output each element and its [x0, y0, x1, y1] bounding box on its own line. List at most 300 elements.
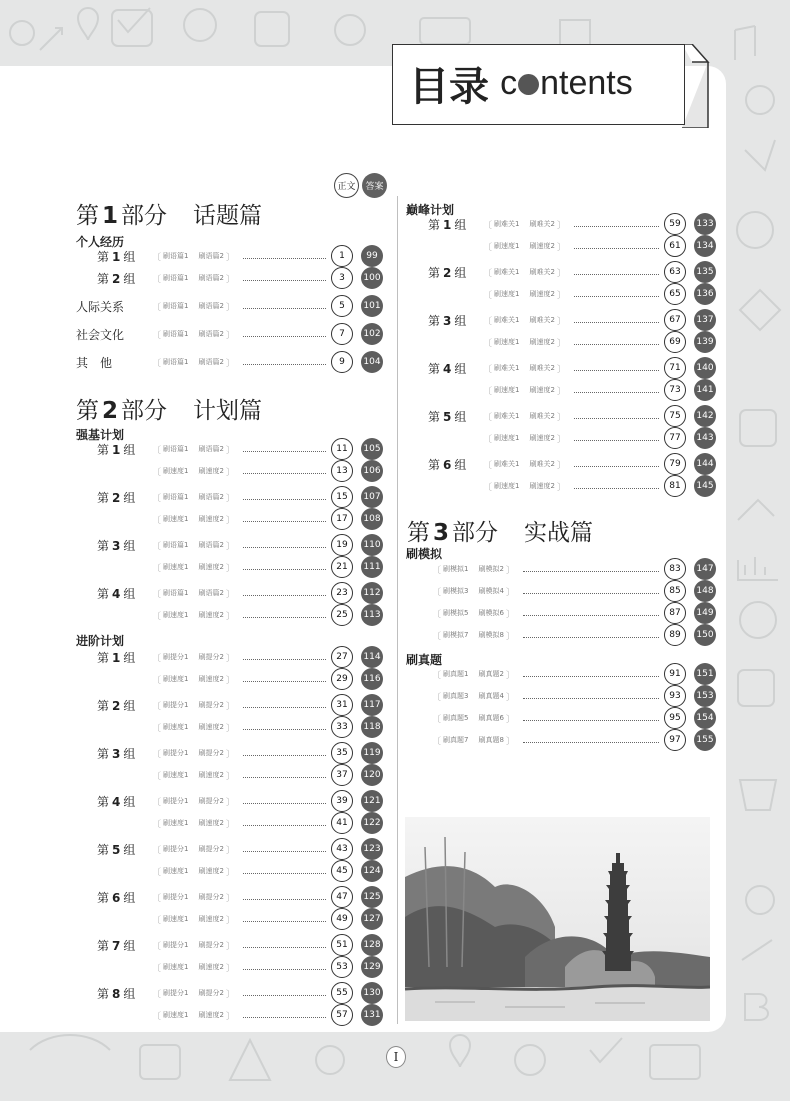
exercise-name-1: 刷速度1 [163, 963, 189, 971]
globe-doodle-icon [740, 602, 776, 638]
dot-leader [243, 947, 326, 948]
exercise-name-2: 刷速度2 [198, 1011, 224, 1019]
answer-page-number: 99 [361, 245, 383, 267]
bracket-open: 〔 [152, 274, 162, 285]
toc-entry [150, 812, 383, 834]
bracket-close: 〕 [556, 460, 566, 471]
exercise-label [430, 585, 517, 598]
group-suffix: 组 [454, 458, 467, 472]
answer-page-number: 116 [361, 668, 383, 690]
toc-title-box [392, 44, 685, 125]
bracket-close: 〕 [556, 338, 566, 349]
exercise-name-1: 刷提分1 [163, 653, 189, 661]
dot-leader [243, 873, 326, 874]
exercise-label [150, 1009, 237, 1022]
exercise-name-2: 刷语篇2 [198, 541, 224, 549]
exercise-label [150, 769, 237, 782]
group-prefix: 第 [428, 314, 441, 328]
bracket-open: 〔 [432, 587, 442, 598]
toc-entry [150, 860, 383, 882]
group-suffix: 组 [454, 362, 467, 376]
bracket-open: 〔 [483, 316, 493, 327]
group-prefix: 第 [97, 587, 110, 601]
exercise-name-1: 刷语篇1 [163, 541, 189, 549]
group-number: 6 [443, 458, 452, 472]
globe-doodle-icon [184, 9, 216, 41]
arrow-doodle-icon [742, 940, 772, 960]
exercise-label [150, 939, 237, 952]
bracket-close: 〕 [505, 670, 515, 681]
dot-leader [243, 1017, 326, 1018]
exercise-name-1: 刷提分1 [163, 797, 189, 805]
group-label [97, 489, 135, 506]
exercise-name-2: 刷提分2 [198, 797, 224, 805]
bracket-open: 〔 [152, 867, 162, 878]
dot-leader [243, 755, 326, 756]
exercise-name-2: 刷速度2 [198, 675, 224, 683]
bracket-close: 〕 [225, 358, 235, 369]
text-page-number: 93 [664, 685, 686, 707]
bracket-close: 〕 [225, 723, 235, 734]
answer-page-number: 114 [361, 646, 383, 668]
answer-page-number: 108 [361, 508, 383, 530]
text-page-number: 61 [664, 235, 686, 257]
exercise-label [481, 288, 568, 301]
page-legend [334, 173, 387, 198]
exercise-label [481, 432, 568, 445]
text-page-number: 67 [664, 309, 686, 331]
bracket-close: 〕 [225, 797, 235, 808]
exercise-name-2: 刷速度2 [529, 338, 555, 346]
toc-entry [430, 602, 716, 624]
exercise-label [481, 480, 568, 493]
group-suffix: 组 [454, 218, 467, 232]
exercise-name-1: 刷语篇1 [163, 358, 189, 366]
answer-page-number: 139 [694, 331, 716, 353]
exercise-name-1: 刷速度1 [163, 515, 189, 523]
group-suffix: 组 [123, 939, 136, 953]
bracket-close: 〕 [505, 736, 515, 747]
answer-page-number: 153 [694, 685, 716, 707]
answer-page-number: 100 [361, 267, 383, 289]
group-suffix: 组 [123, 747, 136, 761]
group-prefix: 第 [97, 699, 110, 713]
bracket-open: 〔 [483, 460, 493, 471]
legend-text-badge: 正文 [334, 173, 359, 198]
exercise-name-2: 刷速度2 [198, 515, 224, 523]
text-page-number: 81 [664, 475, 686, 497]
exercise-label [150, 356, 237, 369]
bracket-open: 〔 [152, 252, 162, 263]
dot-leader [574, 440, 659, 441]
exercise-label [430, 712, 517, 725]
group-number: 1 [112, 443, 121, 457]
text-page-number: 47 [331, 886, 353, 908]
exercise-label [430, 629, 517, 642]
dot-leader [243, 803, 326, 804]
bracket-close: 〕 [556, 220, 566, 231]
bracket-close: 〕 [556, 412, 566, 423]
exercise-label [150, 561, 237, 574]
text-page-number: 73 [664, 379, 686, 401]
toc-entry [481, 475, 716, 497]
exercise-label [150, 817, 237, 830]
rainbow-doodle-icon [30, 1035, 110, 1050]
bracket-open: 〔 [152, 653, 162, 664]
toc-entry [430, 624, 716, 646]
group-suffix: 组 [454, 266, 467, 280]
group-number: 6 [112, 891, 121, 905]
group-label [97, 793, 135, 810]
toc-entry [150, 323, 383, 345]
dot-leader [243, 569, 326, 570]
bracket-open: 〔 [152, 963, 162, 974]
text-page-number: 45 [331, 860, 353, 882]
section-suffix: 部分 [121, 203, 168, 229]
answer-page-number: 144 [694, 453, 716, 475]
bracket-open: 〔 [152, 1011, 162, 1022]
exercise-name-2: 刷提分2 [198, 941, 224, 949]
bracket-open: 〔 [483, 434, 493, 445]
exercise-label [150, 721, 237, 734]
bracket-open: 〔 [152, 675, 162, 686]
text-page-number: 85 [664, 580, 686, 602]
bracket-close: 〕 [505, 714, 515, 725]
answer-page-number: 129 [361, 956, 383, 978]
exercise-name-1: 刷模拟3 [443, 587, 469, 595]
dot-leader [243, 681, 326, 682]
exercise-name-2: 刷难关2 [529, 460, 555, 468]
dot-leader [243, 364, 326, 365]
group-number: 4 [112, 587, 121, 601]
exercise-label [430, 607, 517, 620]
bracket-close: 〕 [225, 867, 235, 878]
bracket-close: 〕 [225, 252, 235, 263]
exercise-label [150, 513, 237, 526]
text-page-number: 27 [331, 646, 353, 668]
toc-entry [430, 707, 716, 729]
bracket-open: 〔 [432, 670, 442, 681]
answer-page-number: 128 [361, 934, 383, 956]
exercise-label [150, 747, 237, 760]
answer-page-number: 149 [694, 602, 716, 624]
exercise-name-1: 刷难关1 [494, 460, 520, 468]
exercise-name-1: 刷速度1 [163, 563, 189, 571]
exercise-name-2: 刷难关2 [529, 268, 555, 276]
subsection-title: 强基计划 [76, 428, 125, 442]
answer-page-number: 119 [361, 742, 383, 764]
exercise-name-1: 刷速度1 [494, 434, 520, 442]
group-number: 5 [112, 843, 121, 857]
group-label [97, 889, 135, 906]
dot-leader [574, 418, 659, 419]
exercise-label [150, 987, 237, 1000]
exercise-label [481, 410, 568, 423]
toc-entry [150, 508, 383, 530]
heart-doodle-icon [740, 410, 776, 446]
answer-page-number: 130 [361, 982, 383, 1004]
exercise-name-2: 刷难关2 [529, 316, 555, 324]
exercise-name-1: 刷速度1 [163, 467, 189, 475]
group-prefix: 第 [97, 843, 110, 857]
text-page-number: 91 [664, 663, 686, 685]
group-suffix: 组 [123, 651, 136, 665]
music-note-doodle-icon [735, 26, 755, 60]
exercise-name-1: 刷提分1 [163, 893, 189, 901]
group-suffix: 组 [454, 410, 467, 424]
answer-page-number: 112 [361, 582, 383, 604]
bracket-close: 〕 [556, 242, 566, 253]
exercise-name-1: 刷提分1 [163, 941, 189, 949]
text-page-number: 49 [331, 908, 353, 930]
toc-entry [150, 267, 383, 289]
toc-entry [481, 283, 716, 305]
text-page-number: 95 [664, 707, 686, 729]
exercise-name-1: 刷模拟5 [443, 609, 469, 617]
dot-leader [243, 777, 326, 778]
bracket-close: 〕 [556, 290, 566, 301]
text-page-number: 11 [331, 438, 353, 460]
group-suffix: 组 [123, 491, 136, 505]
exercise-name-1: 刷难关1 [494, 412, 520, 420]
answer-page-number: 125 [361, 886, 383, 908]
exercise-label [150, 443, 237, 456]
toc-entry [150, 742, 383, 764]
group-number: 2 [443, 266, 452, 280]
bracket-open: 〔 [432, 609, 442, 620]
group-label [428, 264, 466, 281]
exercise-name-1: 刷语篇1 [163, 589, 189, 597]
exercise-name-2: 刷模拟4 [478, 587, 504, 595]
exercise-name-1: 刷提分1 [163, 845, 189, 853]
dot-leader [523, 698, 659, 699]
answer-page-number: 133 [694, 213, 716, 235]
group-label [428, 216, 466, 233]
exercise-name-1: 刷速度1 [494, 482, 520, 490]
dot-leader [574, 392, 659, 393]
exercise-name-1: 刷真题3 [443, 692, 469, 700]
exercise-name-2: 刷语篇2 [198, 589, 224, 597]
dot-leader [243, 451, 326, 452]
text-page-number: 79 [664, 453, 686, 475]
toc-entry [150, 438, 383, 460]
exercise-name-2: 刷速度2 [529, 434, 555, 442]
section-prefix: 第 [76, 203, 99, 229]
bracket-open: 〔 [152, 445, 162, 456]
bracket-close: 〕 [225, 541, 235, 552]
exercise-name-1: 刷语篇1 [163, 252, 189, 260]
bracket-close: 〕 [556, 364, 566, 375]
bracket-close: 〕 [556, 482, 566, 493]
bracket-close: 〕 [225, 589, 235, 600]
dot-leader [243, 899, 326, 900]
exercise-name-1: 刷语篇1 [163, 302, 189, 310]
text-page-number: 9 [331, 351, 353, 373]
text-page-number: 77 [664, 427, 686, 449]
exercise-name-1: 刷速度1 [494, 290, 520, 298]
toc-entry [150, 934, 383, 956]
group-suffix: 组 [123, 250, 136, 264]
bracket-close: 〕 [556, 316, 566, 327]
bracket-close: 〕 [225, 1011, 235, 1022]
dot-leader [574, 274, 659, 275]
exercise-label [150, 865, 237, 878]
bracket-open: 〔 [483, 338, 493, 349]
exercise-label [150, 913, 237, 926]
toc-entry [430, 729, 716, 751]
dot-leader [243, 308, 326, 309]
dot-leader [523, 637, 659, 638]
answer-page-number: 151 [694, 663, 716, 685]
toc-entry [150, 694, 383, 716]
section-title-part1 [76, 197, 262, 230]
exercise-label [150, 587, 237, 600]
text-page-number: 3 [331, 267, 353, 289]
section-title-part3 [407, 514, 593, 547]
exercise-name-2: 刷速度2 [198, 819, 224, 827]
exercise-name-2: 刷速度2 [198, 723, 224, 731]
subsection-title: 进阶计划 [76, 634, 125, 648]
bracket-open: 〔 [152, 589, 162, 600]
dot-leader [243, 280, 326, 281]
exercise-label [430, 563, 517, 576]
bracket-open: 〔 [432, 565, 442, 576]
book-doodle-icon [650, 1045, 700, 1079]
answer-page-number: 121 [361, 790, 383, 812]
group-number: 4 [443, 362, 452, 376]
exercise-name-1: 刷速度1 [494, 386, 520, 394]
exercise-label [430, 668, 517, 681]
text-page-number: 37 [331, 764, 353, 786]
group-prefix: 第 [97, 891, 110, 905]
exercise-name-1: 刷速度1 [494, 338, 520, 346]
toc-entry [150, 486, 383, 508]
toc-entry [150, 790, 383, 812]
section-suffix: 部分 [452, 520, 499, 546]
toc-entry [150, 668, 383, 690]
answer-page-number: 131 [361, 1004, 383, 1026]
group-label: 人际关系 [76, 300, 125, 314]
group-prefix: 第 [428, 218, 441, 232]
bracket-open: 〔 [152, 771, 162, 782]
toc-entry [481, 235, 716, 257]
text-page-number: 87 [664, 602, 686, 624]
exercise-name-1: 刷提分1 [163, 989, 189, 997]
toc-entry [150, 956, 383, 978]
bracket-close: 〕 [225, 893, 235, 904]
bracket-open: 〔 [152, 515, 162, 526]
bracket-open: 〔 [152, 893, 162, 904]
exercise-name-2: 刷速度2 [198, 963, 224, 971]
planet-doodle-icon [316, 1046, 344, 1074]
toc-entry [481, 379, 716, 401]
dot-leader [523, 720, 659, 721]
group-label [97, 841, 135, 858]
section-name: 话题篇 [193, 203, 263, 229]
toc-entry [150, 764, 383, 786]
exercise-name-1: 刷速度1 [163, 723, 189, 731]
magnifier-doodle-icon [737, 212, 773, 248]
answer-page-number: 148 [694, 580, 716, 602]
exercise-name-1: 刷提分1 [163, 701, 189, 709]
exercise-name-1: 刷真题1 [443, 670, 469, 678]
toc-entry [150, 886, 383, 908]
bracket-open: 〔 [432, 631, 442, 642]
group-label [97, 537, 135, 554]
exercise-name-2: 刷真题6 [478, 714, 504, 722]
answer-page-number: 118 [361, 716, 383, 738]
toc-entry [150, 295, 383, 317]
answer-page-number: 127 [361, 908, 383, 930]
dot-leader [243, 336, 326, 337]
group-suffix: 组 [123, 795, 136, 809]
dot-leader [574, 344, 659, 345]
exercise-name-1: 刷语篇1 [163, 330, 189, 338]
group-prefix: 第 [97, 795, 110, 809]
dot-leader [574, 296, 659, 297]
bracket-close: 〕 [225, 963, 235, 974]
page-number: I [386, 1046, 406, 1068]
exercise-label [481, 266, 568, 279]
exercise-name-2: 刷提分2 [198, 701, 224, 709]
answer-page-number: 122 [361, 812, 383, 834]
bracket-close: 〕 [225, 941, 235, 952]
exercise-name-1: 刷真题5 [443, 714, 469, 722]
exercise-name-2: 刷速度2 [198, 611, 224, 619]
text-page-number: 21 [331, 556, 353, 578]
group-prefix: 第 [97, 539, 110, 553]
apple-doodle-icon [515, 1045, 545, 1075]
text-page-number: 57 [331, 1004, 353, 1026]
section-number: 3 [433, 520, 450, 546]
toc-entry [150, 982, 383, 1004]
bracket-open: 〔 [152, 915, 162, 926]
group-number: 5 [443, 410, 452, 424]
exercise-name-2: 刷速度2 [198, 563, 224, 571]
bracket-close: 〕 [225, 749, 235, 760]
exercise-name-1: 刷速度1 [163, 819, 189, 827]
bracket-open: 〔 [152, 749, 162, 760]
exercise-name-2: 刷提分2 [198, 653, 224, 661]
group-label [97, 937, 135, 954]
toc-entry [150, 582, 383, 604]
exercise-label [150, 539, 237, 552]
exercise-name-2: 刷难关2 [529, 364, 555, 372]
exercise-name-2: 刷速度2 [529, 290, 555, 298]
group-label [97, 441, 135, 458]
answer-page-number: 154 [694, 707, 716, 729]
dot-leader [243, 851, 326, 852]
group-label [97, 270, 135, 287]
toc-entry [481, 357, 716, 379]
exercise-name-2: 刷语篇2 [198, 493, 224, 501]
trophy-doodle-icon [740, 780, 776, 810]
exercise-name-2: 刷提分2 [198, 989, 224, 997]
text-page-number: 97 [664, 729, 686, 751]
exercise-name-2: 刷模拟8 [478, 631, 504, 639]
text-page-number: 43 [331, 838, 353, 860]
toc-title [409, 55, 633, 112]
section-name: 计划篇 [193, 398, 263, 424]
exercise-name-1: 刷速度1 [163, 915, 189, 923]
exercise-name-1: 刷速度1 [494, 242, 520, 250]
group-number: 1 [112, 250, 121, 264]
text-page-number: 75 [664, 405, 686, 427]
bracket-open: 〔 [152, 611, 162, 622]
toc-entry [430, 685, 716, 707]
group-number: 2 [112, 699, 121, 713]
group-label [428, 360, 466, 377]
